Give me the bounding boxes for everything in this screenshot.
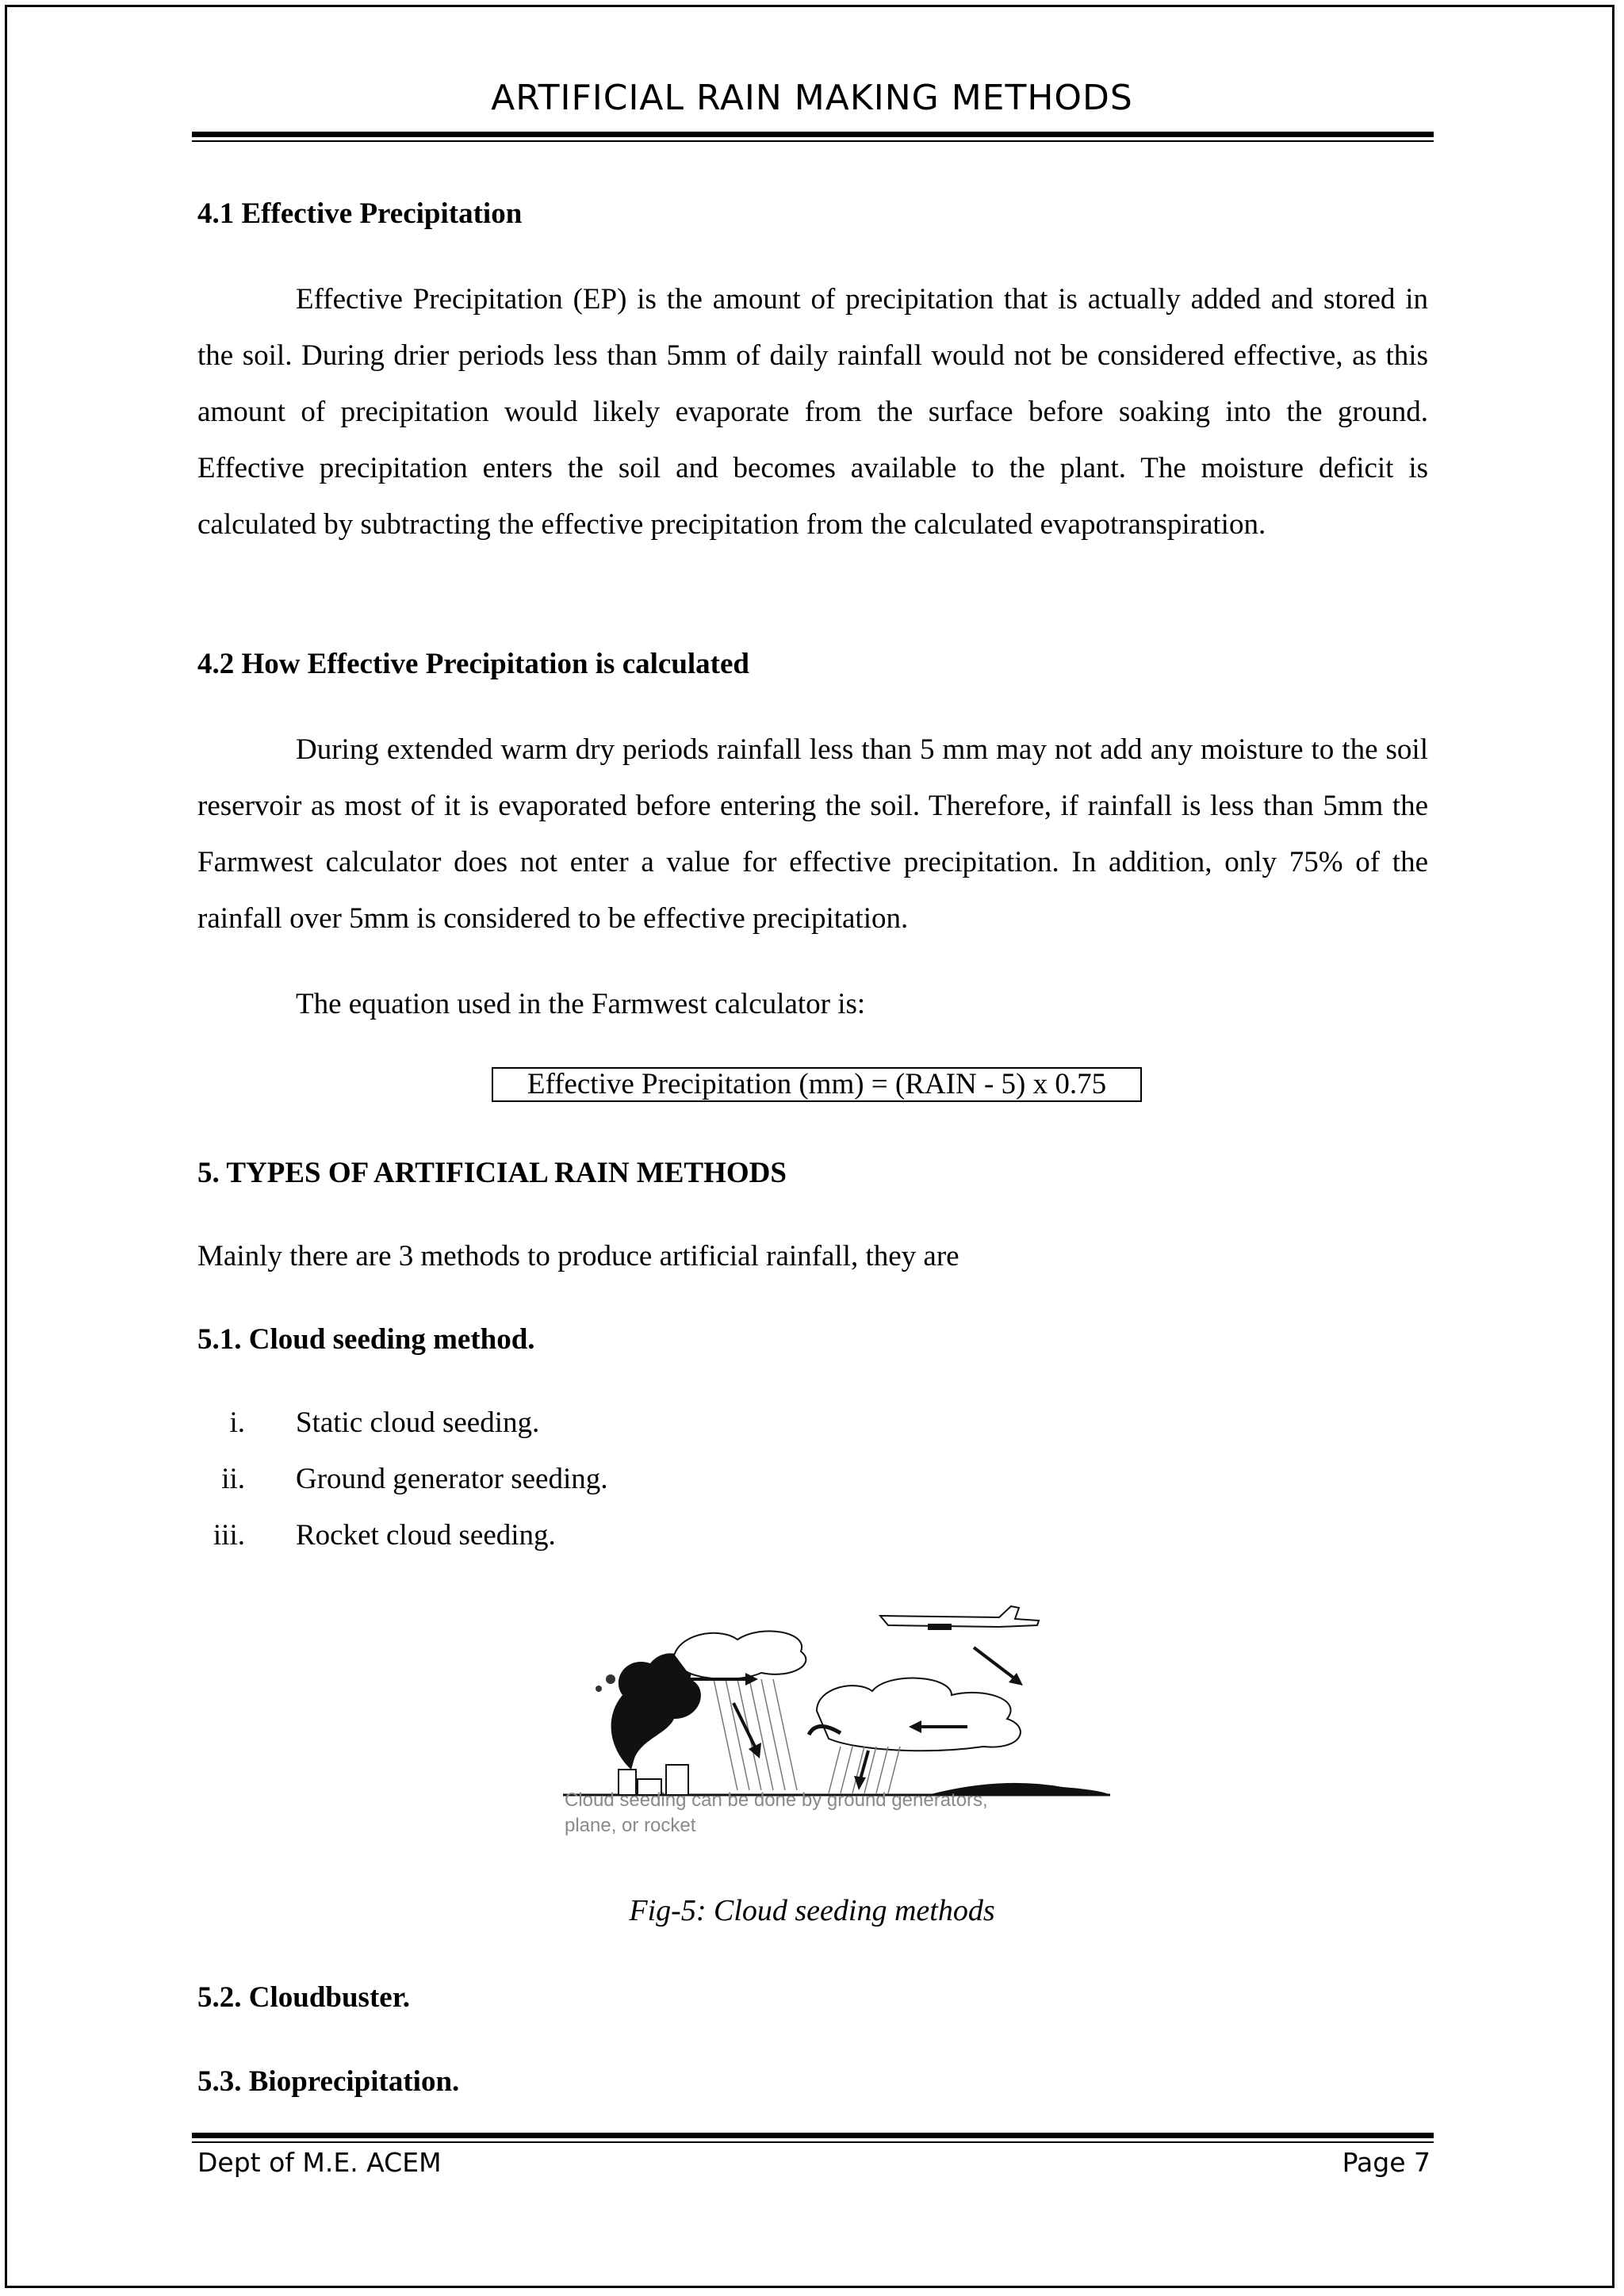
header-rule-thick — [192, 132, 1434, 137]
list-item-text: Rocket cloud seeding. — [296, 1519, 556, 1552]
list-item-number: i. — [229, 1406, 245, 1439]
section-heading-4-1: 4.1 Effective Precipitation — [197, 197, 523, 230]
footer-department: Dept of M.E. ACEM — [197, 2147, 442, 2178]
section-heading-4-2: 4.2 How Effective Precipitation is calculated — [197, 648, 750, 680]
section-heading-5-3: 5.3. Bioprecipitation. — [197, 2065, 460, 2098]
figure-embedded-caption — [565, 1788, 1120, 1839]
figure-embedded-caption-line-2: plane, or rocket — [565, 1815, 696, 1836]
section-paragraph-4-2: During extended warm dry periods rainfall less than 5 mm may not add any moisture to the soil reservoir as most of it is evaporated before entering the soil. Therefore, if rainfall is less than 5mm the Farmwest calculator does not enter a value for effective precipitation. In addition, only 75% of the rainfall over 5mm is considered to be effective precipitation. — [197, 733, 1428, 935]
footer-page-number: Page 7 — [1342, 2147, 1431, 2178]
list-item-text: Ground generator seeding. — [296, 1463, 608, 1495]
list-item-text: Static cloud seeding. — [296, 1406, 540, 1439]
section-heading-5-2: 5.2. Cloudbuster. — [197, 1981, 410, 2014]
section-intro-5: Mainly there are 3 methods to produce artificial rainfall, they are — [197, 1240, 959, 1272]
figure-caption: Fig-5: Cloud seeding methods — [629, 1894, 995, 1927]
footer-rule-thin — [192, 2141, 1434, 2143]
equation-box: Effective Precipitation (mm) = (RAIN - 5) x 0.75 — [492, 1067, 1142, 1102]
equation-intro: The equation used in the Farmwest calculator is: — [296, 988, 866, 1020]
page-header-title: ARTIFICIAL RAIN MAKING METHODS — [491, 78, 1133, 118]
footer-rule-thick — [192, 2133, 1434, 2138]
header-rule-thin — [192, 140, 1434, 142]
section-paragraph-4-1: Effective Precipitation (EP) is the amount of precipitation that is actually added and stored in the soil. During drier periods less than 5mm of daily rainfall would not be considered effective, as this amount of precipitation would likely evaporate from the surface before soaking into the ground. Effective precipitation enters the soil and becomes available to the plant. The moisture deficit is calculated by subtracting the effective precipitation from the calculated evapotranspiration. — [197, 283, 1428, 541]
list-item-number: iii. — [213, 1519, 245, 1552]
list-item-number: ii. — [221, 1463, 245, 1495]
section-heading-5: 5. TYPES OF ARTIFICIAL RAIN METHODS — [197, 1157, 787, 1189]
figure-embedded-caption-line-1: Cloud seeding can be done by ground generators, — [565, 1789, 988, 1811]
section-heading-5-1: 5.1. Cloud seeding method. — [197, 1323, 535, 1356]
